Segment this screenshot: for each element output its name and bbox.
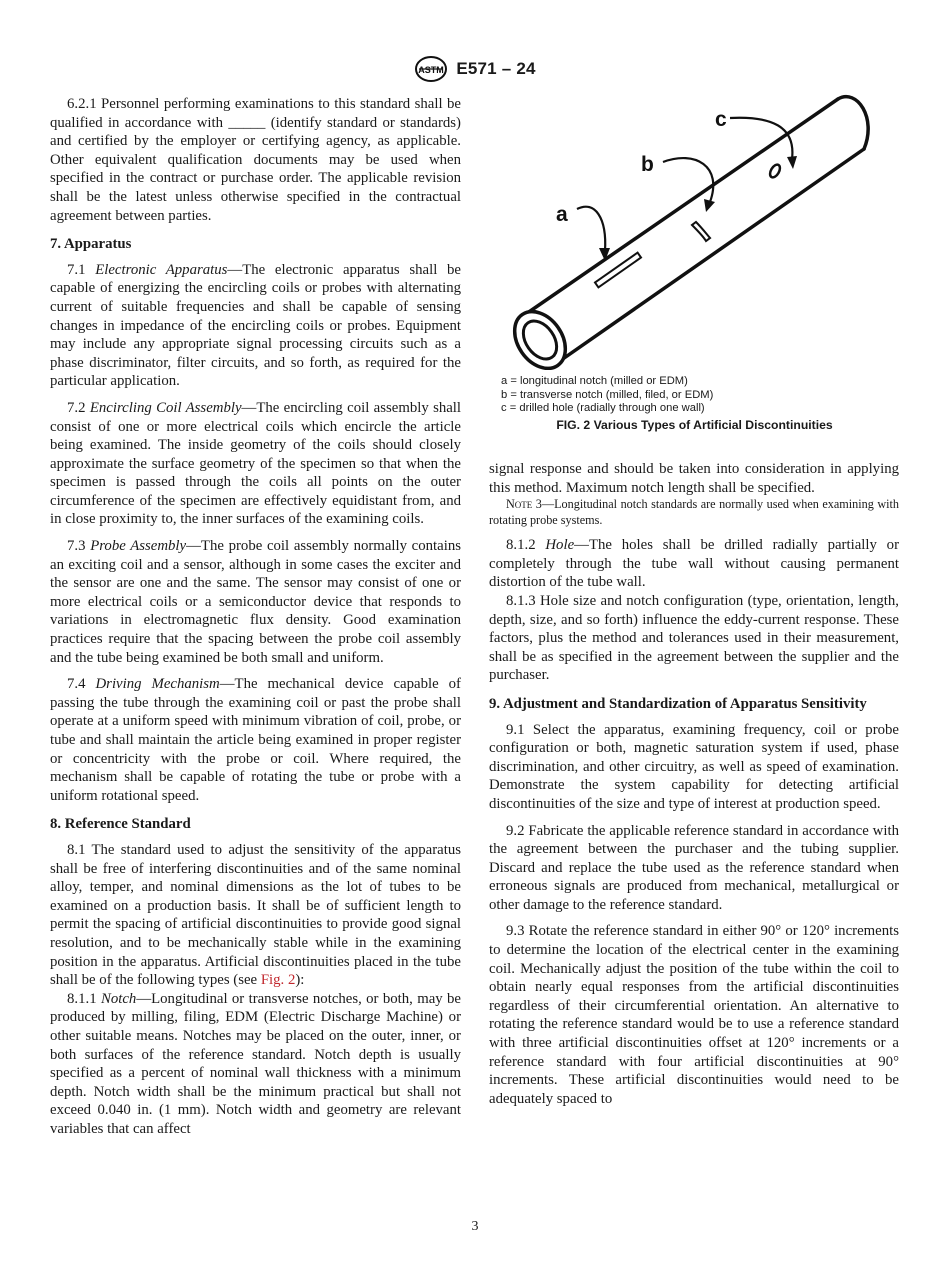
para-8-1-1: 8.1.1 Notch—Longitudinal or transverse notches, or both, may be produced by milling, filing, EDM (Electric Discharge Machine) or other suitable means. Notches may be placed on the outer, inner, or both surfaces of the reference standard. Notch depth is usually specified as a percent of nominal wall thickness with a minimum depth. Notch width shall be the minimum practical but shall not exceed 0.040 in. (1 mm). Notch width and geometry are relevant variables that can affect [50, 990, 461, 1137]
label-c: c [715, 108, 727, 131]
label-b: b [641, 153, 654, 176]
arrow-a-line [577, 207, 605, 251]
para-7-1: 7.1 Electronic Apparatus—The electronic apparatus shall be capable of energizing the encircling coils or probes with alternating current of suitable frequencies and shall be capable of sensing changes in impedance of the encircling coils or probes. Equipment may include any appropriate signal processing circuits such as a phase discriminator, filter circuits, and so forth, as required for the particular application. [50, 261, 461, 390]
legend-a: a = longitudinal notch (milled or EDM) [501, 375, 688, 387]
document-designation: E571 – 24 [456, 59, 536, 78]
page-header [0, 56, 950, 82]
para-continued: signal response and should be taken into consideration in applying this method. Maximum notch length shall be specified. [489, 461, 899, 496]
figure-2 [489, 88, 900, 438]
para-9-1: 9.1 Select the apparatus, examining frequency, coil or probe configuration or both, magnetic saturation system if used, phase discrimination, and other circuitry, as well as speed of examination. Demonstrate the system capability for detecting artificial discontinuities of the size and type of interest at production speed. [489, 721, 899, 812]
left-column [50, 95, 461, 1138]
figure-legend [501, 375, 896, 416]
section-heading-9: 9. Adjustment and Standardization of Apparatus Sensitivity [489, 695, 867, 712]
longitudinal-notch [595, 253, 641, 288]
legend-b: b = transverse notch (milled, filed, or EDM) [501, 388, 714, 401]
para-7-3: 7.3 Probe Assembly—The probe coil assembly normally contains an exciting coil and a sensor, although in some cases the exciter and the sensor are one and the same. The sensor may consist of one or more electrical coils or a semiconductor device that responds to variations in electromagnetic flux density. Good examination practices require that the spacing between the probe coil assembly and the tube being examined be both small and uniform. [50, 538, 461, 666]
right-column [489, 460, 899, 1108]
term-notch: Notch [100, 990, 137, 1007]
drilled-hole [768, 163, 782, 179]
fig-2-link[interactable]: Fig. 2 [260, 972, 296, 989]
para-9-3: 9.3 Rotate the reference standard in either 90° or 120° increments to determine the location of the electrical center in the examining coil. Mechanically adjust the position of the tube within the coil to obtain nearly equal responses from the artificial discontinuities regardless of their circumferential orientation. An alternative to rotating the reference standard would be to use a reference standard with three artificial discontinuities offset at 120° increments or a reference standard with four artificial discontinuities at 90° increments. These artificial discontinuities would need to be adequately spaced to [489, 923, 899, 1107]
note-3: Note 3—Longitudinal notch standards are normally used when examining with rotating probe systems. [489, 497, 899, 527]
para-9-2: 9.2 Fabricate the applicable reference standard in accordance with the agreement between the purchaser and the tubing supplier. Discard and replace the tube used as the reference standard when erroneous signals are produced from mechanical, metallurgical or other damage to the reference standard. [489, 822, 899, 913]
para-8-1-3: 8.1.3 Hole size and notch configuration (type, orientation, length, depth, size, and so forth) influence the eddy-current response. These factors, plus the method and tolerances used in their measurement, shall be as specified in the agreement between the supplier and the purchaser. [489, 592, 899, 684]
term-electronic-apparatus: Electronic Apparatus [95, 261, 228, 278]
legend-c: c = drilled hole (radially through one wall) [501, 402, 705, 415]
arrow-c-head [787, 156, 797, 169]
tube-diagram [489, 88, 900, 370]
section-heading-8: 8. Reference Standard [50, 816, 191, 833]
logo-text: ASTM [418, 65, 445, 75]
term-encircling-coil: Encircling Coil Assembly [89, 399, 242, 416]
para-8-1-2: 8.1.2 Hole—The holes shall be drilled radially partially or completely through the tube wall without causing permanent distortion of the tube wall. [489, 537, 899, 591]
term-hole: Hole [545, 537, 575, 554]
label-a: a [556, 203, 568, 226]
term-driving-mechanism: Driving Mechanism [95, 676, 220, 693]
para-8-1: 8.1 The standard used to adjust the sensitivity of the apparatus shall be free of interfering discontinuities and of the same nominal alloy, temper, and nominal dimensions as the lot of tubes to be examined on a production basis. It shall be of sufficient length to permit the spacing of artificial discontinuities to provide good signal resolution, and to be mechanically stable while in the examining position in the apparatus. Artificial discontinuities placed in the tube shall be of the following types (see Fig. 2): [50, 841, 461, 989]
transverse-notch [692, 222, 710, 241]
astm-logo-icon [414, 56, 448, 82]
arrow-b-line [663, 158, 713, 202]
page-number: 3 [471, 1219, 479, 1234]
para-7-2: 7.2 Encircling Coil Assembly—The encircling coil assembly shall consist of one or more electrical coils which encircle the article being examined. The inside geometry of the coils should closely approximate the surface geometry of the specimen so that when the specimen is passed through the coils all points on the outer circumference of the specimen are effectively equidistant from, and in close proximity to, the inner surfaces of the examining coils. [50, 399, 462, 528]
figure-caption: FIG. 2 Various Types of Artificial Discontinuities [556, 418, 833, 432]
para-7-4: 7.4 Driving Mechanism—The mechanical device capable of passing the tube through the examining coil or past the probe shall operate at a uniform speed with minimum vibration of coil, probe, or tube and shall maintain the article being examined in proper register or concentricity with the probe or coil. Where required, the mechanism shall be capable of rotating the tube or probe with a uniform rotational speed. [50, 676, 461, 804]
term-probe-assembly: Probe Assembly [90, 538, 187, 555]
arrow-b-head [704, 199, 715, 212]
para-6-2-1: 6.2.1 Personnel performing examinations to this standard shall be qualified in accordance with _____ (identify standard or standards) and certified by the employer or certifying agency, as applicable. Other equivalent qualification documents may be used when specified in the contract or purchase order. The applicable revision shall be the latest unless otherwise specified in the contractual agreement between parties. [50, 96, 461, 224]
section-heading-7: 7. Apparatus [50, 236, 132, 253]
